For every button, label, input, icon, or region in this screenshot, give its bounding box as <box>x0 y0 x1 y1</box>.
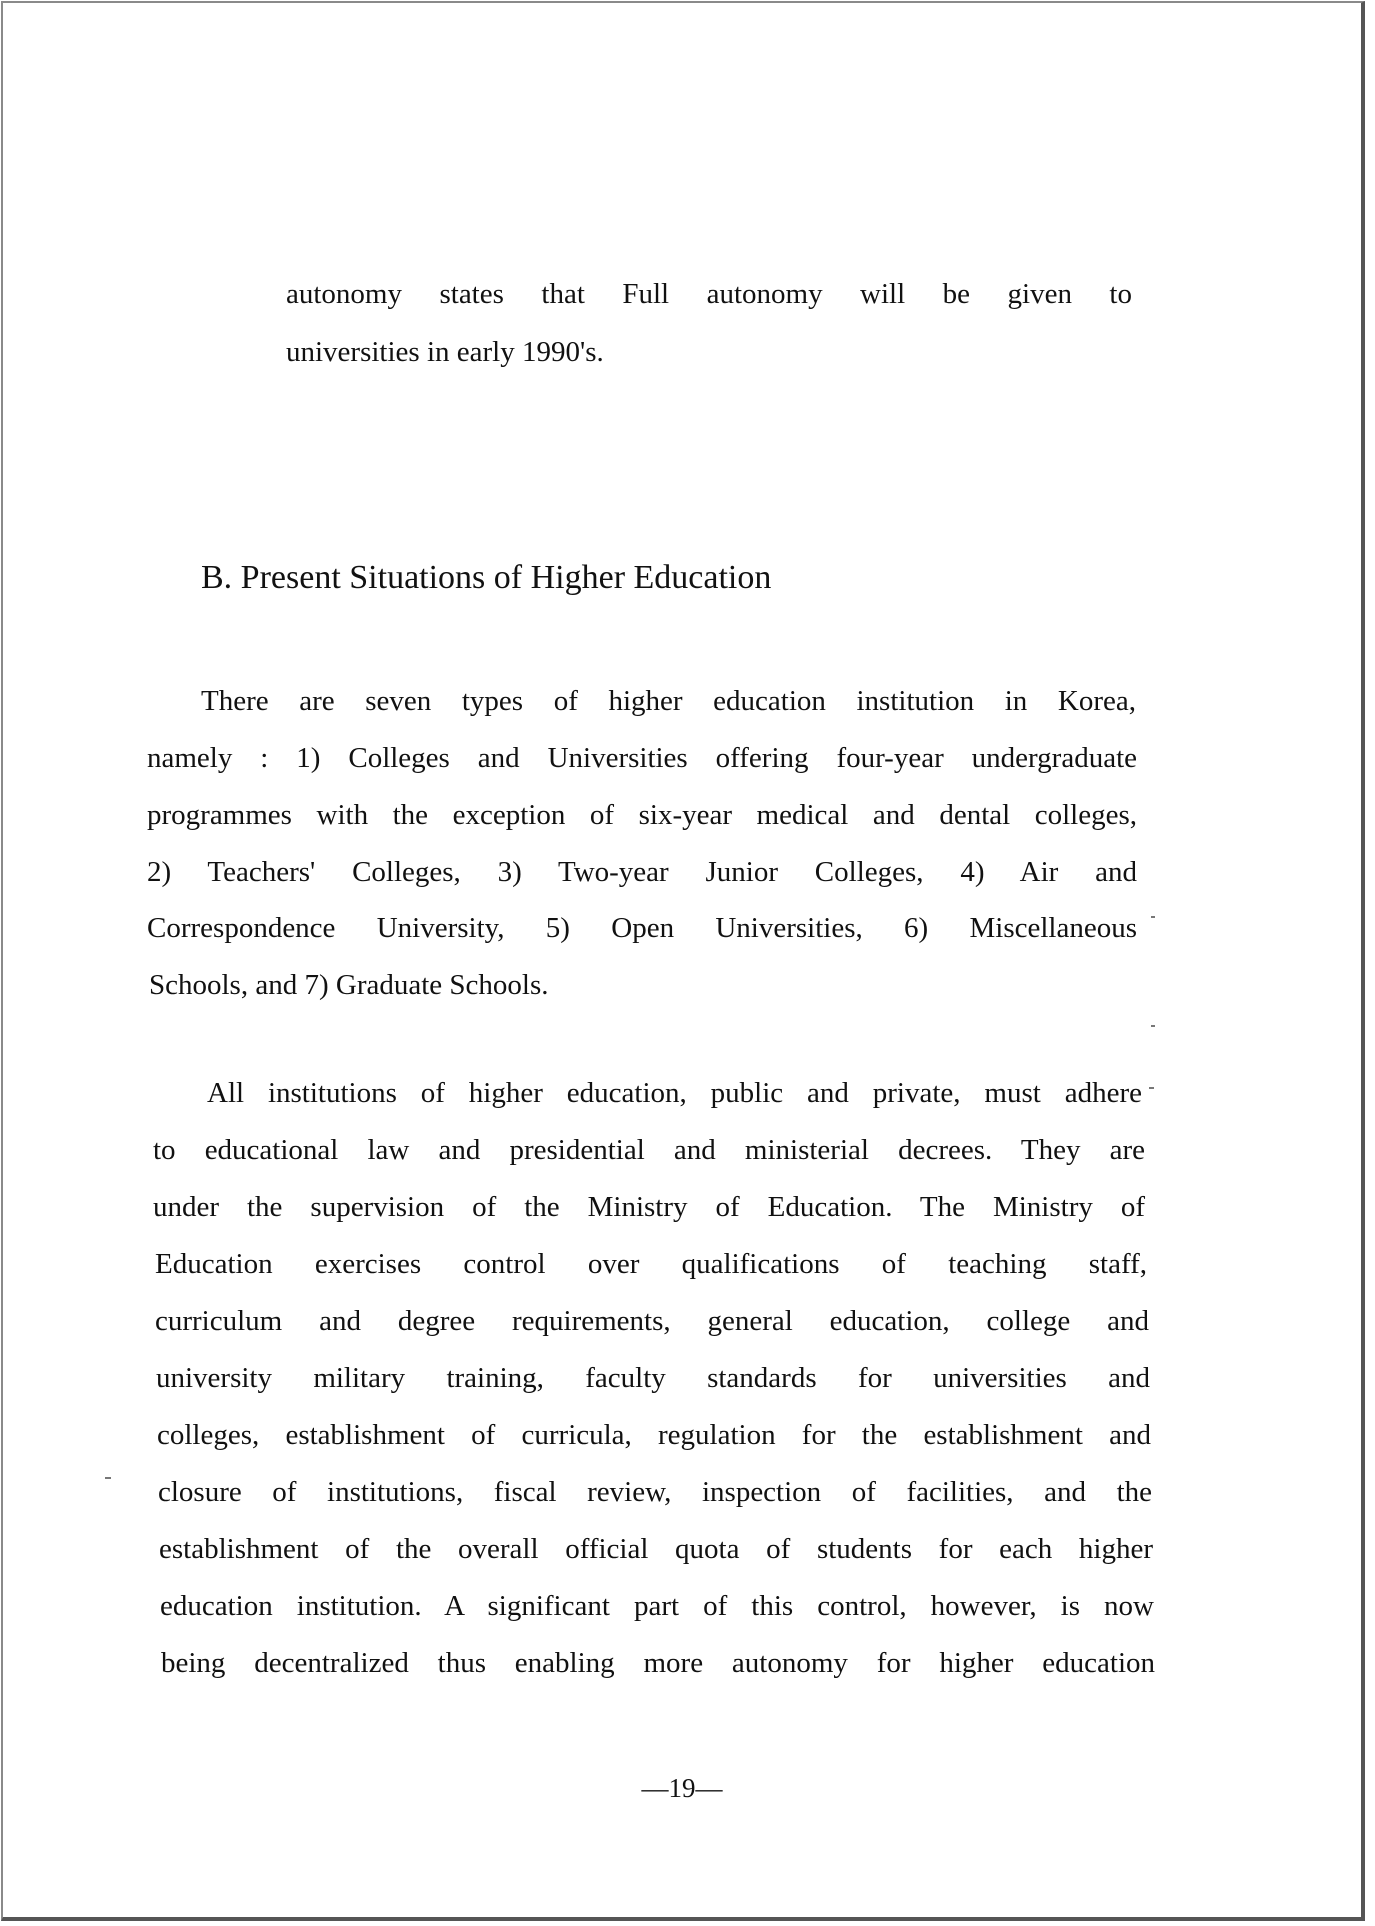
scan-speck <box>1151 916 1155 918</box>
paragraph1-line: Schools, and 7) Graduate Schools. <box>149 969 549 1001</box>
paragraph2-line: All institutions of higher education, public and private, must adhere <box>207 1077 1142 1109</box>
document-page <box>1 1 1365 1921</box>
intro-line: universities in early 1990's. <box>286 336 604 368</box>
scan-speck <box>1149 1087 1154 1089</box>
paragraph2-line: under the supervision of the Ministry of Education. The Ministry of <box>153 1191 1145 1223</box>
paragraph2-line: Education exercises control over qualifications of teaching staff, <box>155 1248 1147 1280</box>
paragraph2-line: being decentralized thus enabling more autonomy for higher education <box>161 1647 1155 1679</box>
paragraph2-line: closure of institutions, fiscal review, inspection of facilities, and the <box>158 1476 1152 1508</box>
section-heading: B. Present Situations of Higher Education <box>201 559 772 596</box>
paragraph2-line: curriculum and degree requirements, general education, college and <box>155 1305 1149 1337</box>
paragraph1-line: 2) Teachers' Colleges, 3) Two-year Junior Colleges, 4) Air and <box>147 856 1137 888</box>
scan-speck <box>1151 1025 1155 1027</box>
paragraph2-line: university military training, faculty standards for universities and <box>156 1362 1150 1394</box>
paragraph2-line: colleges, establishment of curricula, regulation for the establishment and <box>157 1419 1151 1451</box>
intro-line: autonomy states that Full autonomy will be given to <box>286 278 1132 310</box>
paragraph1-line: programmes with the exception of six-year medical and dental colleges, <box>147 799 1137 831</box>
paragraph1-line: namely : 1) Colleges and Universities offering four-year undergraduate <box>147 742 1137 774</box>
page-number: —19— <box>641 1773 723 1803</box>
paragraph2-line: establishment of the overall official quota of students for each higher <box>159 1533 1153 1565</box>
paragraph2-line: to educational law and presidential and ministerial decrees. They are <box>153 1134 1145 1166</box>
paragraph1-line: Correspondence University, 5) Open Universities, 6) Miscellaneous <box>147 912 1137 944</box>
paragraph1-line: There are seven types of higher education institution in Korea, <box>201 685 1136 717</box>
paragraph2-line: education institution. A significant part of this control, however, is now <box>160 1590 1154 1622</box>
scan-speck <box>105 1477 111 1479</box>
